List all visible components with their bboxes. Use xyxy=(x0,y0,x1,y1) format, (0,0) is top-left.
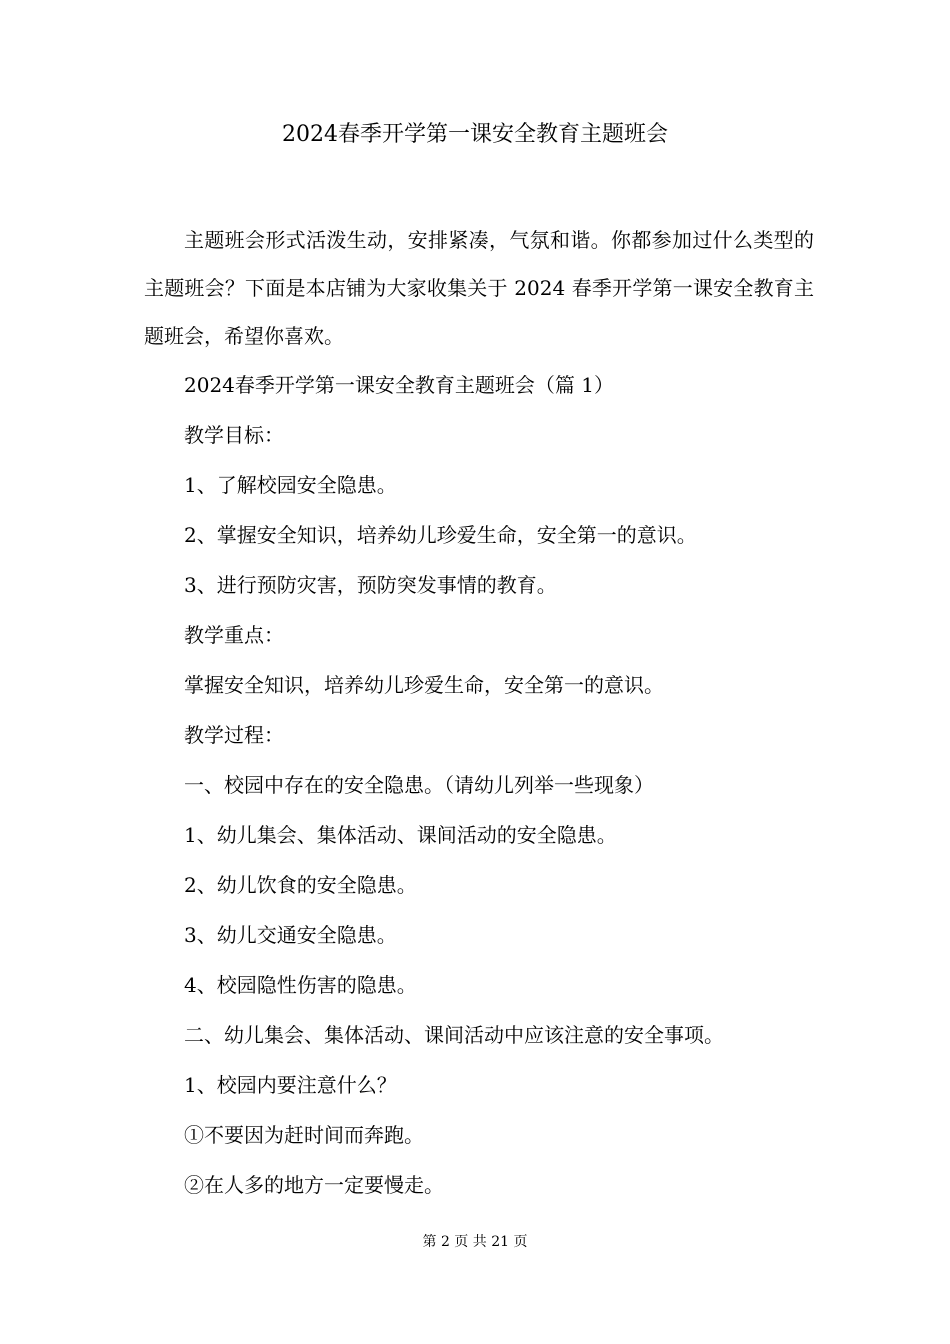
paragraph: 2、掌握安全知识，培养幼儿珍爱生命，安全第一的意识。 xyxy=(184,523,697,547)
paragraph: 掌握安全知识，培养幼儿珍爱生命，安全第一的意识。 xyxy=(184,673,664,697)
paragraph: ②在人多的地方一定要慢走。 xyxy=(184,1173,444,1197)
paragraph: 2、幼儿饮食的安全隐患。 xyxy=(184,873,417,897)
paragraph: 3、幼儿交通安全隐患。 xyxy=(184,923,397,947)
intro-paragraph: 主题班会形式活泼生动，安排紧凑，气氛和谐。你都参加过什么类型的主题班会？下面是本店铺为大家收集关于 2024 春季开学第一课安全教育主题班会，希望你喜欢。 xyxy=(144,228,814,348)
paragraph: 一、校园中存在的安全隐患。（请幼儿列举一些现象） xyxy=(184,773,654,797)
paragraph: 4、校园隐性伤害的隐患。 xyxy=(184,973,417,997)
section-heading: 2024春季开学第一课安全教育主题班会（篇 1） xyxy=(184,373,614,397)
page-footer: 第 2 页 共 21 页 xyxy=(422,1234,528,1250)
paragraph: 教学过程： xyxy=(184,723,284,747)
paragraph: 二、幼儿集会、集体活动、课间活动中应该注意的安全事项。 xyxy=(184,1023,724,1047)
paragraph: 3、进行预防灾害，预防突发事情的教育。 xyxy=(184,573,557,597)
paragraph: ①不要因为赶时间而奔跑。 xyxy=(184,1123,424,1147)
document-title: 2024春季开学第一课安全教育主题班会 xyxy=(282,122,668,147)
paragraph: 1、幼儿集会、集体活动、课间活动的安全隐患。 xyxy=(184,823,617,847)
paragraph: 教学目标： xyxy=(184,423,284,447)
paragraph: 1、了解校园安全隐患。 xyxy=(184,473,397,497)
paragraph: 教学重点： xyxy=(184,623,284,647)
document-body xyxy=(144,216,814,1210)
paragraph: 1、校园内要注意什么？ xyxy=(184,1073,397,1097)
